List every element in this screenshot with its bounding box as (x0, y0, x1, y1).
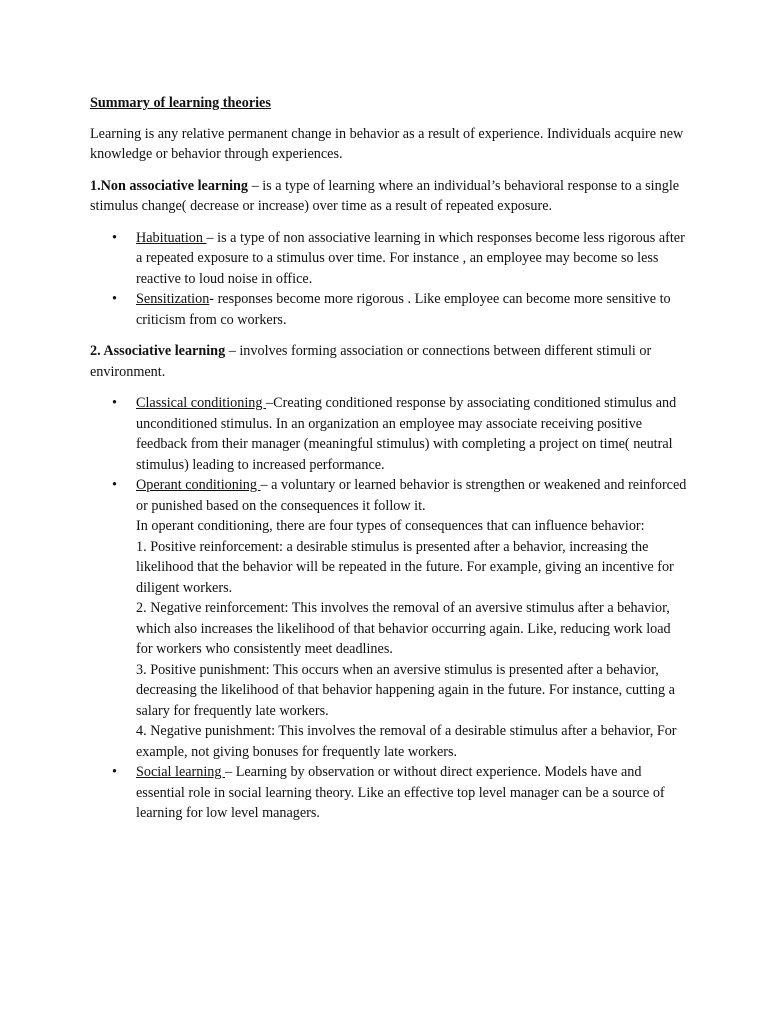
operant-conditioning-text: – a voluntary or learned behavior is strengthen or weakened and reinforced or punished based on the consequences it follow it. (136, 477, 687, 514)
term-social-learning: Social learning (136, 764, 226, 780)
bullet-icon: • (112, 477, 117, 493)
section-2-text: – involves forming association or connections between different stimuli or environment. (90, 343, 652, 380)
consequence-positive-reinforcement: 1. Positive reinforcement: a desirable stimulus is presented after a behavior, increasing the likelihood that the behavior will be repeated in the future. For example, giving an incentive for diligent workers. (136, 538, 674, 596)
term-operant-conditioning: Operant conditioning (136, 477, 261, 493)
social-learning-text: – Learning by observation or without direct experience. Models have and essential role in social learning theory. Like an effective top level manager can be a source of learning for low level managers. (136, 764, 665, 821)
section-2-heading: 2. Associative learning (90, 343, 226, 359)
section-2-paragraph (90, 341, 690, 382)
term-classical-conditioning: Classical conditioning (136, 395, 267, 411)
list-item-classical-conditioning (90, 393, 690, 475)
consequence-negative-punishment: 4. Negative punishment: This involves the removal of a desirable stimulus after a behavior, For example, not giving bonuses for frequently late workers. (136, 723, 677, 760)
consequence-negative-reinforcement: 2. Negative reinforcement: This involves the removal of an aversive stimulus after a behavior, which also increases the likelihood of that behavior occurring again. Like, reducing work load for workers who consistently meet deadlines. (136, 600, 671, 657)
section-1-paragraph (90, 176, 690, 217)
bullet-icon: • (112, 291, 117, 307)
bullet-icon: • (112, 764, 117, 780)
list-item-social-learning (90, 762, 690, 824)
term-sensitization: Sensitization (136, 291, 210, 307)
list-item-sensitization (90, 289, 690, 330)
section-1-text: – is a type of learning where an individual’s behavioral response to a single stimulus change( decrease or increase) over time as a result of repeated exposure. (90, 177, 680, 214)
bullet-icon: • (112, 229, 117, 246)
operant-intro: In operant conditioning, there are four types of consequences that can influence behavior: (136, 518, 645, 534)
document-body (90, 93, 690, 835)
list-item-habituation (90, 228, 690, 290)
section-1-list (90, 228, 690, 331)
section-2-list (90, 393, 690, 824)
bullet-icon: • (112, 395, 117, 411)
document-title: Summary of learning theories (90, 95, 271, 111)
sensitization-text: - responses become more rigorous . Like employee can become more sensitive to criticism from co workers. (136, 291, 671, 328)
term-habituation: Habituation (136, 229, 207, 246)
list-item-operant-conditioning (90, 475, 690, 762)
habituation-text: – is a type of non associative learning in which responses become less rigorous after a repeated exposure to a stimulus over time. For instance , an employee may become so less reactive to loud noise in office. (136, 229, 685, 287)
classical-conditioning-text: –Creating conditioned response by associating conditioned stimulus and unconditioned stimulus. In an organization an employee may associate receiving positive feedback from their manager (meaningful stimulus) with completing a project on time( neutral stimulus) leading to increased performance. (136, 395, 677, 473)
intro-paragraph: Learning is any relative permanent change in behavior as a result of experience. Individuals acquire new knowledge or behavior through experiences. (90, 125, 684, 162)
section-1-heading: 1.Non associative learning (90, 177, 249, 194)
consequence-positive-punishment: 3. Positive punishment: This occurs when an aversive stimulus is presented after a behavior, decreasing the likelihood of that behavior happening again in the future. For instance, cutting a salary for frequently late workers. (136, 661, 675, 719)
